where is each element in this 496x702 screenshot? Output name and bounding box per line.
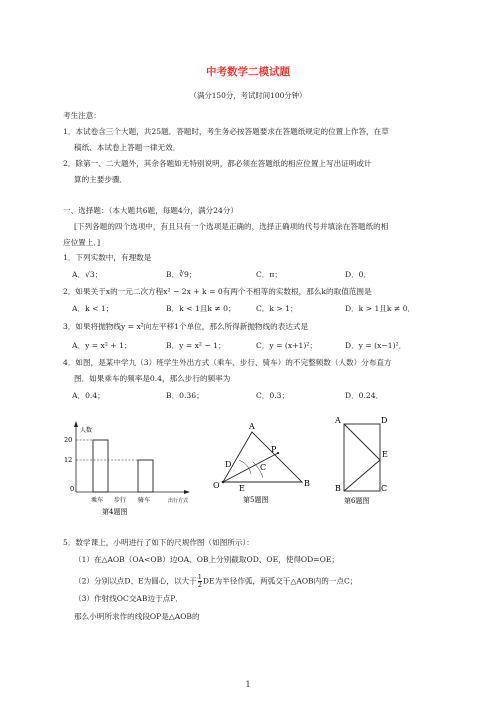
label-c: C <box>381 484 388 493</box>
option: A．k < 1； <box>72 304 114 313</box>
construction-step <box>74 574 357 589</box>
option: D．0． <box>345 270 372 279</box>
point-p <box>277 452 279 454</box>
question-stem: 图．如果乘车的频率是0.4，那么步行的频率为 <box>74 374 231 383</box>
note-line: 1．本试卷含三个大题，共25题．答题时，考生务必按答题要求在答题纸规定的位置上作答，在草 <box>63 127 389 136</box>
question-stem: 4．如图，是某中学九（3）班学生外出方式（乘车、步行、骑车）的不完整频数（人数）分布直方 <box>63 358 392 367</box>
category-label: 骑车 <box>138 497 151 504</box>
y-axis-label: 人数 <box>80 427 93 434</box>
fraction-one-half <box>198 574 202 589</box>
step-text: DE为半径作弧，两弧交于△AOB内的一点C； <box>202 576 358 586</box>
label-p: P <box>271 445 277 454</box>
label-a: A <box>249 422 255 431</box>
point-o <box>222 481 225 484</box>
option: C．π； <box>256 270 282 279</box>
label-a: A <box>335 416 341 425</box>
bar-chengche <box>93 440 108 492</box>
note-line: 算的主要步骤． <box>74 175 128 184</box>
triangle-aob <box>223 432 302 482</box>
section-instructions: [下列各题的四个选项中，有且只有一个选项是正确的，选择正确项的代号并填涂在答题纸的相 <box>74 222 389 231</box>
label-e: E <box>239 484 245 493</box>
section-heading: 一、选择题：（本大题共6题，每题4分，满分24分） <box>63 206 238 215</box>
figure-6-rectangle <box>330 412 420 512</box>
x-axis-label: 出行方式 <box>168 498 189 504</box>
label-b: B <box>335 484 341 493</box>
bar-qiche <box>138 460 153 492</box>
segment-ae <box>344 424 380 460</box>
page-title: 中考数学二模试题 <box>206 66 290 78</box>
figure-5-triangle <box>205 418 325 518</box>
option: A．√3； <box>72 270 103 279</box>
page-number: 1 <box>245 680 251 689</box>
question-stem: 3．如果将抛物线y = x²向左平移1个单位，那么所得新抛物线的表达式是 <box>63 322 309 331</box>
option: C．0.3； <box>256 391 290 400</box>
question-stem: 5．数学课上，小明进行了如下的尺规作图（如图所示）： <box>63 538 254 547</box>
option: B．k < 1且k ≠ 0； <box>166 304 236 313</box>
origin-label: 0 <box>70 485 75 493</box>
option: D．0.24． <box>345 391 384 400</box>
section-instructions: 应位置上．] <box>63 238 101 247</box>
question-stem: 1．下列实数中，有理数是 <box>63 253 152 262</box>
question-stem: 2．如果关于x的一元二次方程x² − 2x + k = 0有两个不相等的实数根，那么k的取值范围是 <box>63 287 372 296</box>
label-d: D <box>225 460 232 469</box>
figure-caption: 第5题图 <box>243 496 269 504</box>
fraction-numerator: 1 <box>197 573 202 581</box>
option: B．∛9； <box>166 270 197 279</box>
label-o: O <box>213 481 220 490</box>
exam-info: （满分150分，考试时间100分钟） <box>189 91 307 100</box>
note-line: 2．除第一、二大题外，其余各题如无特别说明，都必须在答题纸的相应位置上写出证明或计 <box>63 159 372 168</box>
figure-caption: 第4题图 <box>102 508 128 516</box>
option: D．k > 1且k ≠ 0． <box>345 304 416 313</box>
notes-heading: 考生注意： <box>63 111 101 120</box>
label-c: C <box>260 463 267 472</box>
note-line: 稿纸、本试卷上答题一律无效． <box>74 143 181 152</box>
label-b: B <box>304 479 310 488</box>
label-d: D <box>381 416 388 425</box>
category-label: 乘车 <box>91 497 104 504</box>
figure-4-histogram <box>58 418 203 518</box>
option: C．k > 1； <box>256 304 298 313</box>
label-e: E <box>382 450 388 459</box>
construction-step: （1）在△AOB（OA<OB）边OA、OB上分别截取OD、OE，使得OD=OE； <box>74 555 339 564</box>
option: B．y = x² − 1； <box>166 341 226 350</box>
y-tick-label: 12 <box>64 456 73 464</box>
option: A．y = x² + 1； <box>72 341 132 350</box>
option: D．y = (x−1)²． <box>345 341 407 350</box>
question-ending: 那么小明所求作的线段OP是△AOB的 <box>74 612 200 621</box>
figure-caption: 第6题图 <box>344 497 370 505</box>
rectangle-abcd <box>344 424 380 491</box>
step-text: （2）分别以点D、E为圆心，以大于 <box>74 576 197 586</box>
segment-eb <box>344 460 380 491</box>
option: C．y = (x+1)²； <box>256 341 317 350</box>
fraction-denominator: 2 <box>197 581 202 589</box>
option: B．0.36； <box>166 391 204 400</box>
x-axis-arrow <box>184 490 190 494</box>
category-label: 步行 <box>114 497 127 504</box>
arc-d <box>239 460 251 474</box>
y-axis-arrow <box>74 421 78 427</box>
option: A．0.4； <box>72 391 105 400</box>
construction-step: （3）作射线OC交AB边于点P． <box>74 594 183 603</box>
y-tick-label: 20 <box>64 436 73 444</box>
